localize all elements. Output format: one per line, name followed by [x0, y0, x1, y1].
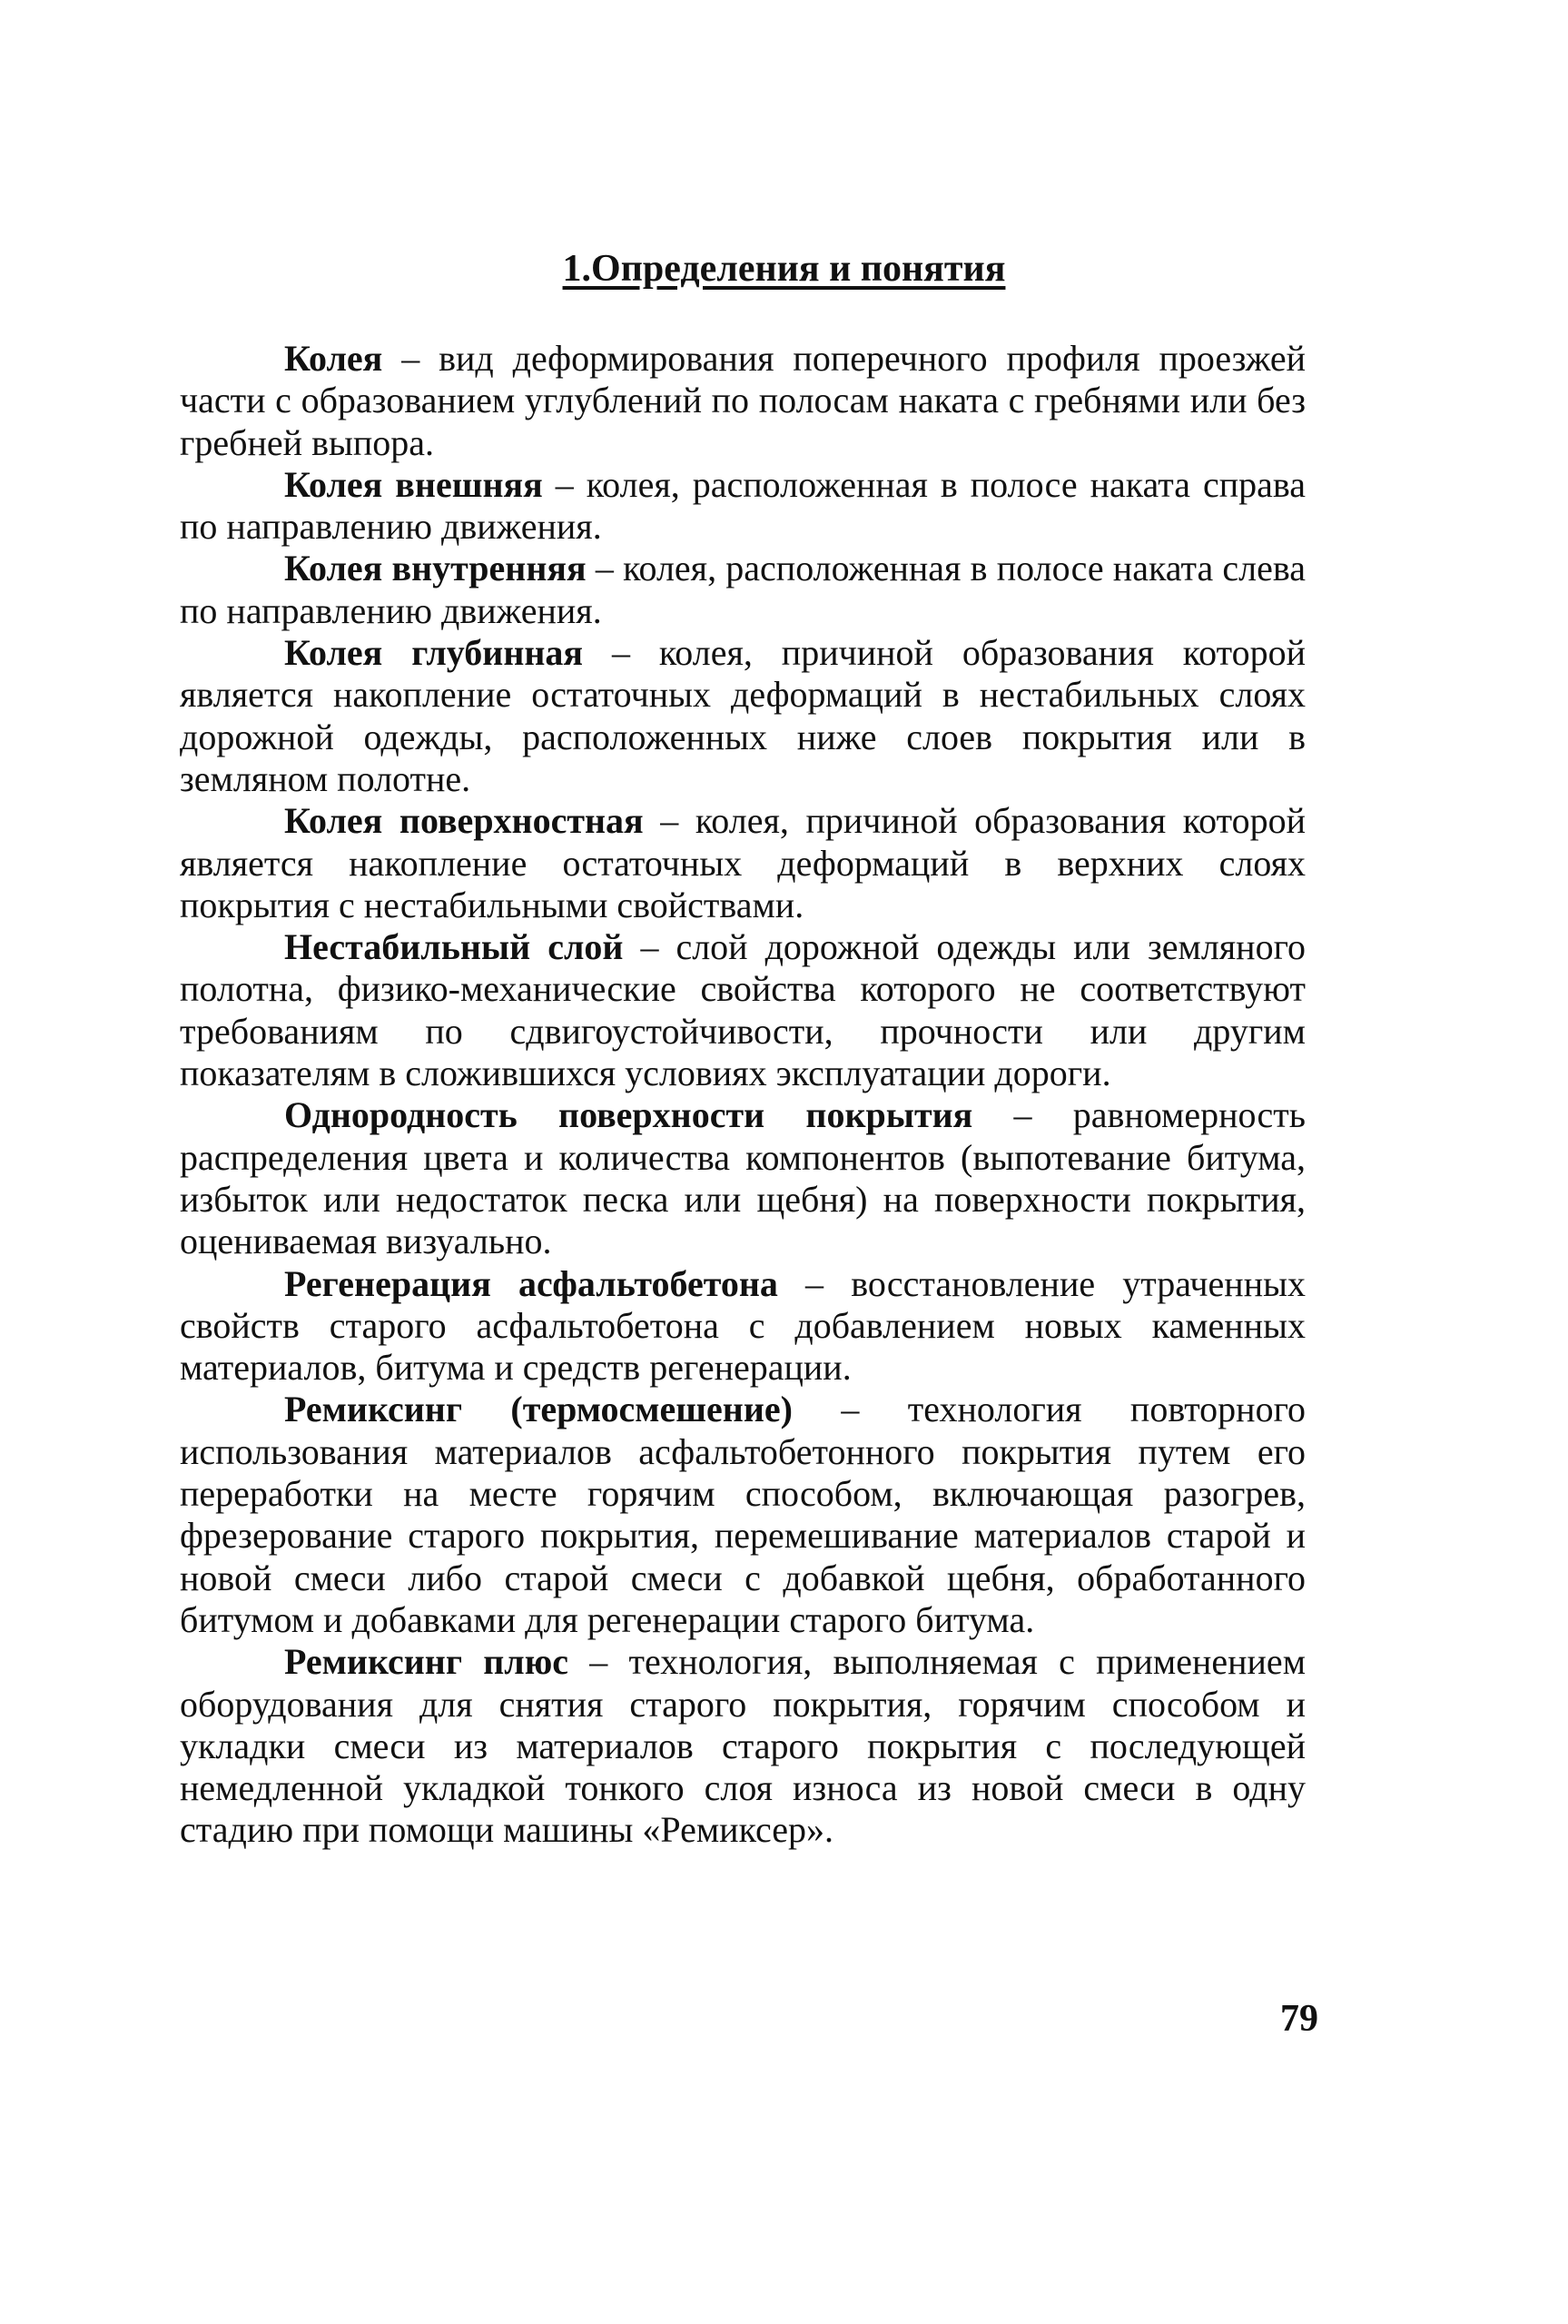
definition-term: Колея внутренняя — [284, 548, 587, 589]
definition-term: Колея поверхностная — [284, 800, 644, 842]
section-title: 1.Определения и понятия — [562, 248, 1006, 290]
definition-term: Ремиксинг (термосмешение) — [284, 1389, 793, 1430]
definition-term: Колея внешняя — [284, 463, 543, 505]
page-number: 79 — [1280, 1998, 1318, 2040]
definition-text: – колея, причиной образования которой является накопление остаточных деформаций в нестабильных слоях дорожной одежды, расположенных ниже слоев покрытия или в земляном полотне. — [180, 632, 1306, 799]
definition-entry — [180, 1389, 1306, 1641]
definition-entry — [180, 926, 1306, 1094]
definition-entry — [180, 1094, 1306, 1262]
definition-term: Ремиксинг плюс — [284, 1641, 569, 1683]
definition-text: – равномерность распределения цвета и количества компонентов (выпотевание битума, избыток или недостаток песка или щебня) на поверхности покрытия, оцениваемая визуально. — [180, 1094, 1306, 1262]
definition-entry — [180, 338, 1306, 464]
definition-text: – колея, расположенная в полосе наката слева по направлению движения. — [180, 548, 1306, 631]
definition-term: Нестабильный слой — [284, 926, 624, 968]
definitions-list — [180, 338, 1306, 1852]
definition-text: – технология, выполняемая с применением оборудования для снятия старого покрытия, горячим способом и укладки смеси из материалов старого покрытия с последующей немедленной укладкой тонкого слоя износа из новой смеси в одну стадию при помощи машины «Ремиксер». — [180, 1641, 1307, 1851]
definition-entry — [180, 800, 1306, 926]
definition-term: Регенерация асфальтобетона — [284, 1262, 778, 1304]
definition-text: – технология повторного использования материалов асфальтобетонного покрытия путем его переработки на месте горячим способом, включающая разогрев, фрезерование старого покрытия, перемешивание материалов старой и новой смеси либо старой смеси с добавкой щебня, обработанного битумом и добавками для регенерации старого битума. — [180, 1389, 1306, 1640]
definition-entry — [180, 632, 1306, 800]
definition-text: – колея, причиной образования которой является накопление остаточных деформаций в верхних слоях покрытия с нестабильными свойствами. — [180, 800, 1306, 925]
definition-text: – слой дорожной одежды или земляного полотна, физико-механические свойства которого не соответствуют требованиям по сдвигоустойчивости, прочности или другим показателям в сложившихся условиях эксплуатации дороги. — [180, 926, 1306, 1094]
definition-text: – колея, расположенная в полосе наката справа по направлению движения. — [180, 463, 1307, 548]
definition-text: – вид деформирования поперечного профиля проезжей части с образованием углублений по полосам наката с гребнями или без гребней выпора. — [180, 338, 1306, 463]
definition-entry — [180, 548, 1306, 632]
definition-entry — [180, 464, 1306, 549]
definition-term: Колея глубинная — [284, 632, 584, 674]
definition-entry — [180, 1263, 1306, 1389]
definition-text: – восстановление утраченных свойств старого асфальтобетона с добавлением новых каменных материалов, битума и средств регенерации. — [180, 1262, 1306, 1389]
definition-term: Колея — [284, 338, 383, 379]
definition-entry — [180, 1641, 1306, 1851]
definition-term: Однородность поверхности покрытия — [284, 1094, 973, 1136]
